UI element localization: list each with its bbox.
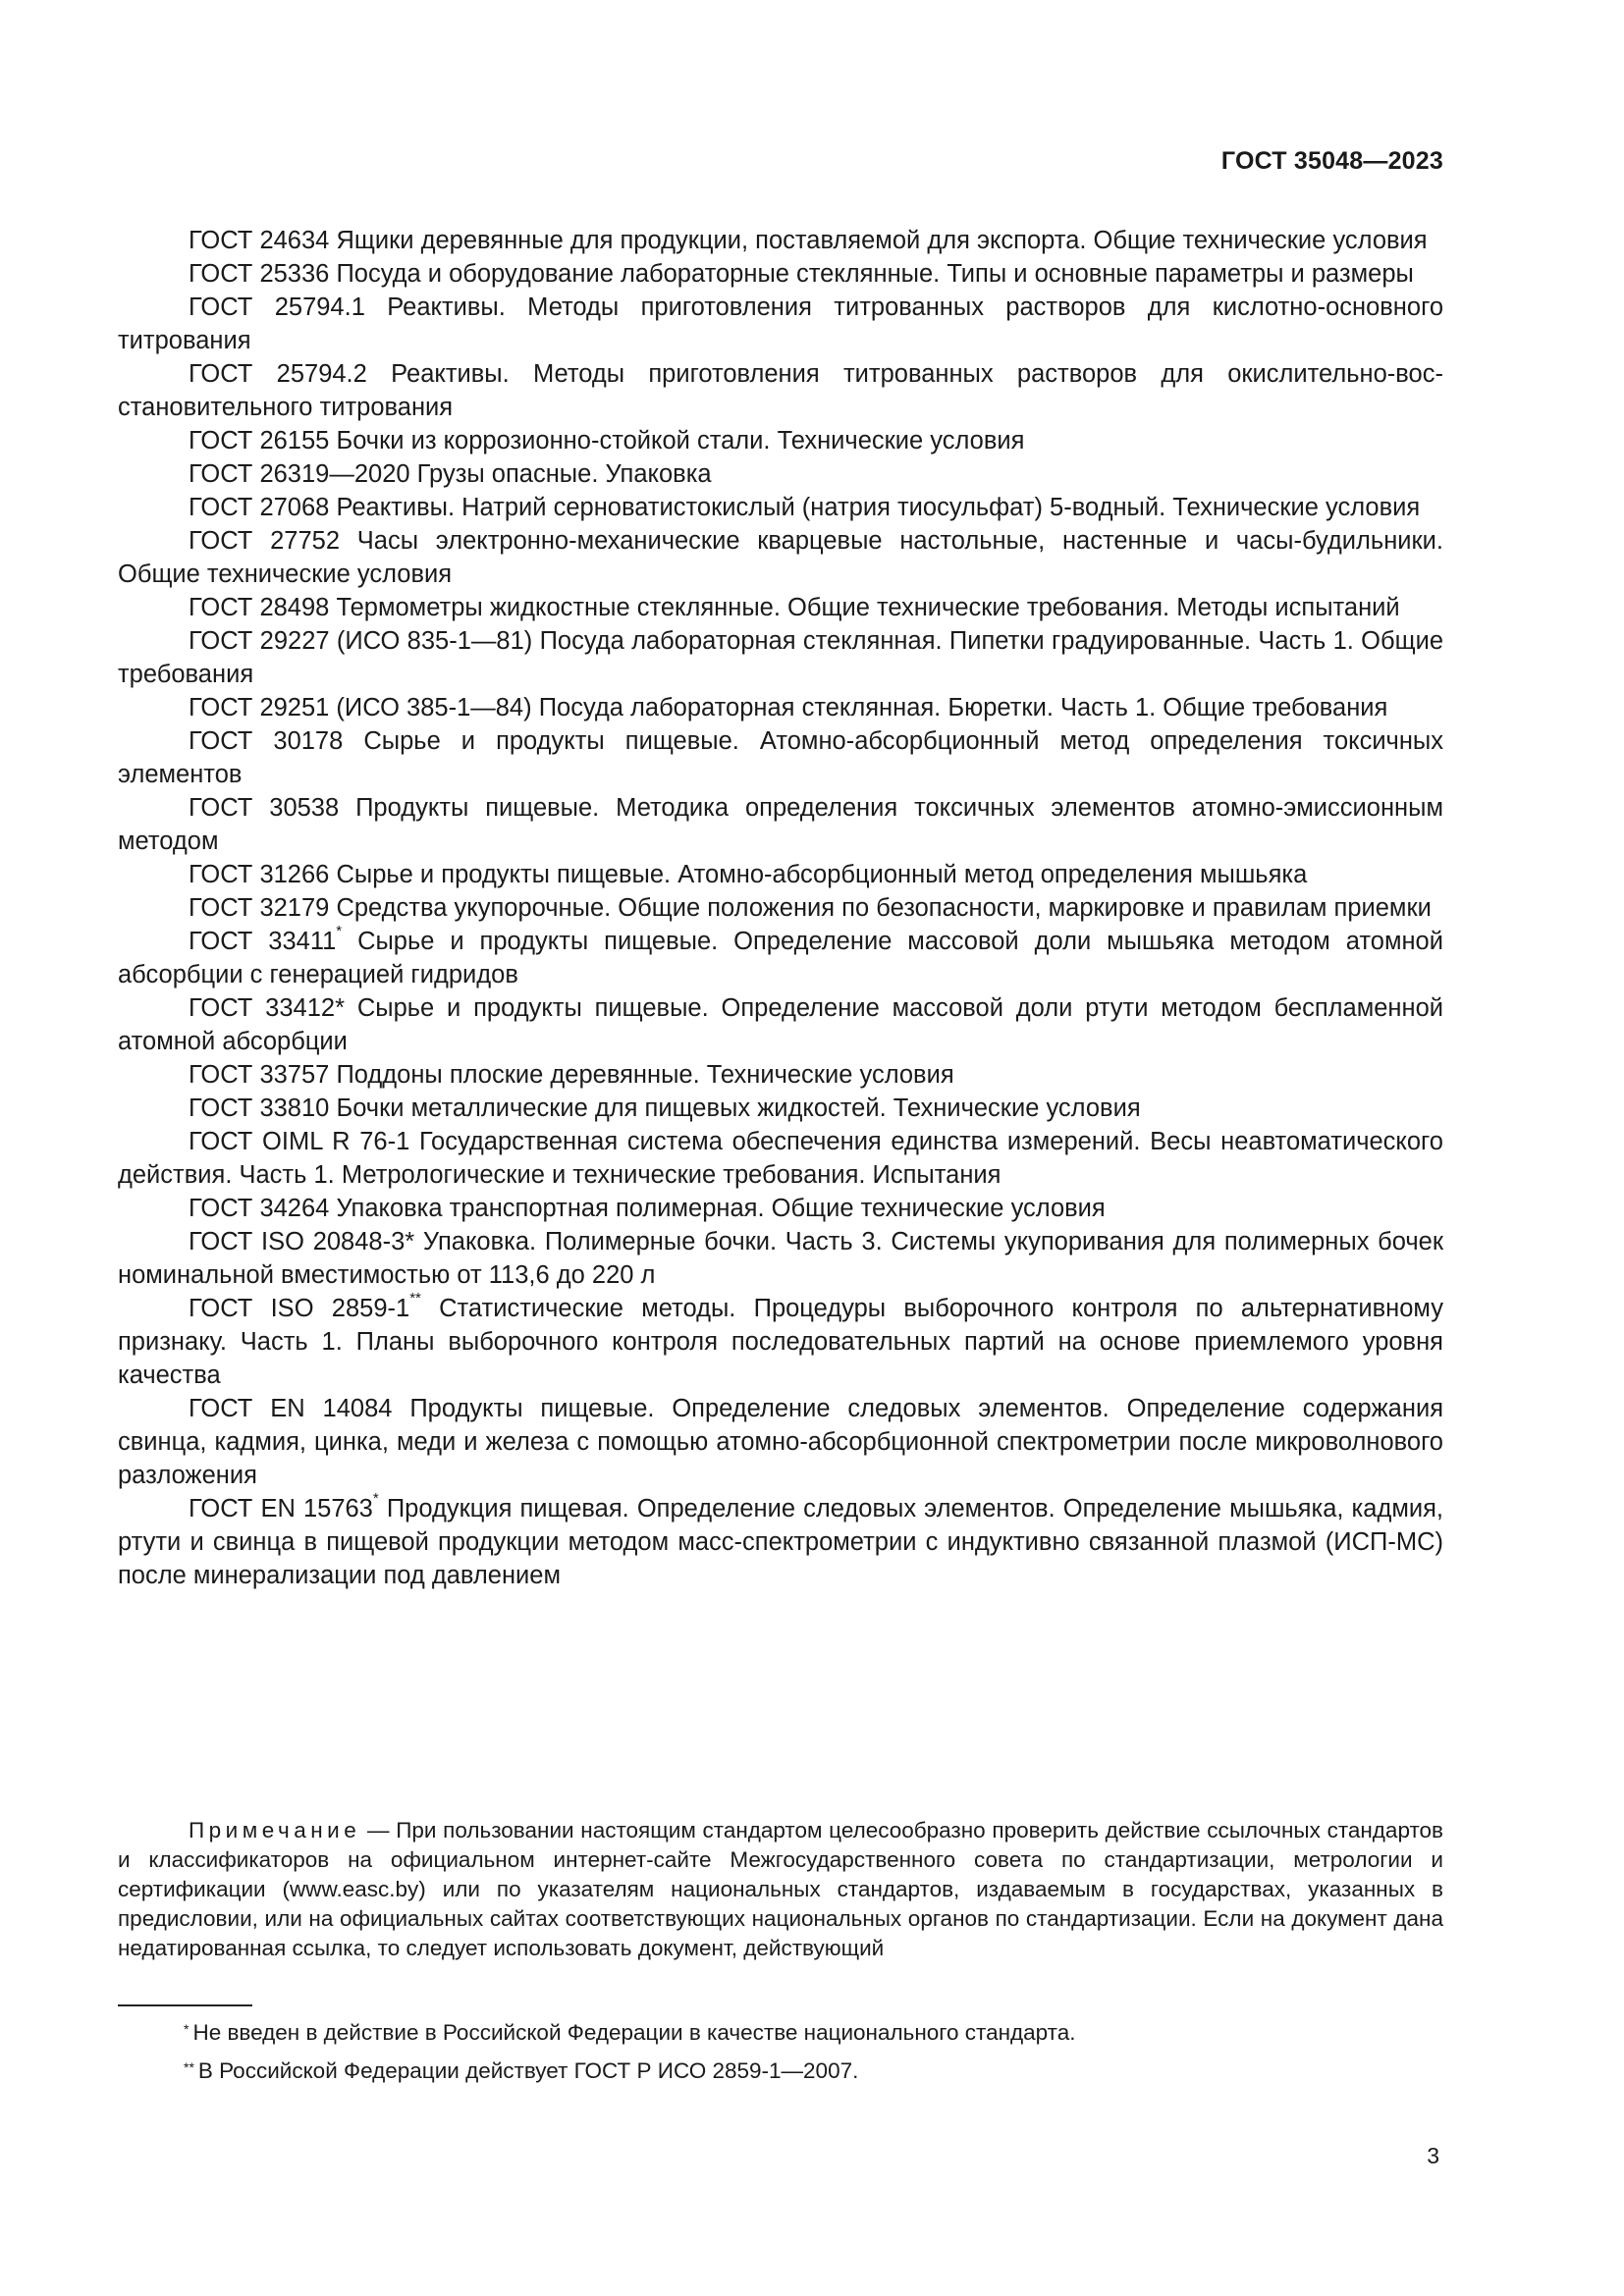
footnotes [118,2018,1443,2095]
reference-code: ГОСТ 26155 [189,427,330,454]
reference-code: ГОСТ 33412* [189,994,346,1022]
reference-code: ГОСТ 29251 (ИСО 385-1—84) [189,694,532,721]
reference-entry [118,457,1443,491]
reference-entry [118,1225,1443,1292]
reference-code: ГОСТ 30178 [189,727,344,755]
reference-entry [118,1492,1443,1592]
reference-title: Реактивы. Методы приготовления титрованных растворов для кислотно-основного титрования [118,294,1443,354]
reference-title: Сырье и продукты пищевые. Определение массовой доли мышьяка методом атомной абсорбции с генерацией гидридов [118,928,1443,988]
reference-code: ГОСТ 28498 [189,594,330,621]
reference-title: Упаковка транспортная полимерная. Общие технические условия [336,1195,1106,1222]
reference-title: Ящики деревянные для продукции, поставляемой для экспорта. Общие технические условия [336,227,1428,254]
reference-entry [118,691,1443,724]
reference-entry [118,1058,1443,1092]
reference-code: ГОСТ EN 14084 [189,1395,393,1422]
reference-code: ГОСТ 27752 [189,527,341,555]
reference-title: Продукты пищевые. Определение следовых элементов. Определение содержания свинца, кадмия, цинка, меди и железа с помощью атомно-абсорбционной спектрометрии после микроволнового разложения [118,1395,1443,1489]
reference-code: ГОСТ 29227 (ИСО 835-1—81) [189,627,533,655]
reference-entry [118,991,1443,1058]
reference-entry [118,357,1443,424]
normative-references-list [118,224,1443,1592]
footnote-marker: * [372,1490,379,1507]
reference-entry [118,791,1443,858]
footnote-marker: * [184,2021,189,2037]
reference-entry [118,1292,1443,1392]
reference-code: ГОСТ 27068 [189,494,330,521]
reference-entry [118,1392,1443,1492]
footnote-text: Не введен в действие в Российской Федерации в качестве национального стандарта. [192,2020,1076,2045]
reference-code: ГОСТ 26319—2020 [189,460,410,488]
reference-title: Продукты пищевые. Методика определения токсичных элементов атомно-эмиссионным методом [118,794,1443,855]
reference-code: ГОСТ 33757 [189,1061,330,1089]
reference-entry [118,724,1443,791]
reference-entry [118,891,1443,925]
reference-entry [118,858,1443,891]
reference-entry [118,925,1443,991]
footnote [118,2056,1443,2086]
reference-title: Государственная система обеспечения единства измерений. Весы неавтоматического действия. Часть 1. Метрологические и технические требования. Испытания [118,1128,1443,1189]
reference-code: ГОСТ OIML R 76-1 [189,1128,410,1155]
reference-code: ГОСТ 25794.1 [189,294,365,321]
reference-title: Реактивы. Натрий серноватистокислый (натрия тиосульфат) 5-водный. Технические условия [336,494,1421,521]
reference-title: Грузы опасные. Упаковка [416,460,712,488]
reference-code: ГОСТ 30538 [189,794,340,822]
reference-entry [118,424,1443,457]
reference-title: Термометры жидкостные стеклянные. Общие технические требования. Методы испытаний [336,594,1400,621]
reference-code: ГОСТ 25336 [189,260,330,288]
reference-title: Бочки металлические для пищевых жидкостей. Технические условия [336,1095,1141,1122]
reference-title: Реактивы. Методы приготовления титрованных растворов для окислительно-восстановительного титрования [118,360,1443,421]
reference-title: Посуда лабораторная стеклянная. Бюретки. Часть 1. Общие требования [538,694,1388,721]
reference-code: ГОСТ ISO 2859-1 [189,1295,410,1322]
reference-title: Сырье и продукты пищевые. Атомно-абсорбционный метод определения токсичных элементов [118,727,1444,788]
reference-title: Сырье и продукты пищевые. Определение массовой доли ртути методом беспламенной атомной абсорбции [118,994,1443,1055]
reference-entry [118,224,1443,257]
reference-entry [118,257,1443,291]
reference-title: Сырье и продукты пищевые. Атомно-абсорбционный метод определения мышьяка [336,861,1308,888]
reference-title: Упаковка. Полимерные бочки. Часть 3. Системы укупоривания для полимерных бочек номинальной вместимостью от 113,6 до 220 л [118,1228,1443,1289]
footnote-marker: * [336,923,343,939]
reference-code: ГОСТ 34264 [189,1195,330,1222]
reference-entry [118,1125,1443,1192]
footnote-text: В Российской Федерации действует ГОСТ Р ИСО 2859-1—2007. [197,2058,859,2083]
reference-title: Посуда и оборудование лабораторные стеклянные. Типы и основные параметры и размеры [336,260,1414,288]
footnote-separator [118,2004,252,2006]
reference-code: ГОСТ EN 15763 [189,1495,373,1522]
reference-title: Часы электронно-механические кварцевые настольные, настенные и часы-будильники. Общие технические условия [118,527,1444,588]
reference-code: ГОСТ 32179 [189,894,330,922]
document-code-header: ГОСТ 35048—2023 [1220,147,1443,175]
page-number: 3 [1427,2143,1439,2168]
reference-entry [118,1092,1443,1125]
reference-entry [118,291,1443,357]
reference-entry [118,624,1443,691]
reference-title: Статистические методы. Процедуры выборочного контроля по альтернативному признаку. Часть 1. Планы выборочного контроля последовательных партий на основе приемлемого уровня качества [118,1295,1443,1389]
reference-entry [118,591,1443,624]
reference-title: Средства укупорочные. Общие положения по безопасности, маркировке и правилам приемки [336,894,1432,922]
reference-code: ГОСТ 24634 [189,227,330,254]
reference-code: ГОСТ 25794.2 [189,360,367,388]
footnote-marker: ** [409,1290,421,1307]
reference-code: ГОСТ 31266 [189,861,330,888]
reference-entry [118,1192,1443,1225]
reference-entry [118,524,1443,591]
reference-title: Бочки из коррозионно-стойкой стали. Технические условия [336,427,1025,454]
reference-code: ГОСТ 33810 [189,1095,330,1122]
reference-title: Поддоны плоские деревянные. Технические условия [336,1061,954,1089]
reference-entry [118,491,1443,524]
note-text: — При пользовании настоящим стандартом целесообразно проверить действие ссылочных стандартов и классификаторов на официальном интернет-сайте Межгосударственного совета по стандартизации, метрологии и сертификации (www.easc.by) или по указателям национальных стандартов, издаваемым в государствах, указанных в предисловии, или на официальных сайтах соответствующих национальных органов по стандартизации. Если на документ дана недатированная ссылка, то следует использовать документ, действующий [118,1818,1443,1960]
note-label: Примечание [189,1818,361,1842]
footnote-marker: ** [184,2059,194,2075]
reference-title: Посуда лабораторная стеклянная. Пипетки градуированные. Часть 1. Общие требования [118,627,1443,688]
reference-code: ГОСТ 33411 [189,928,337,955]
note-paragraph [118,1816,1443,1963]
footnote [118,2018,1443,2048]
reference-code: ГОСТ ISO 20848-3* [189,1228,415,1255]
reference-title: Продукция пищевая. Определение следовых элементов. Определение мышьяка, кадмия, ртути и свинца в пищевой продукции методом масс-спектрометрии с индуктивно связанной плазмой (ИСП-МС) после минерализации под давлением [118,1495,1444,1589]
